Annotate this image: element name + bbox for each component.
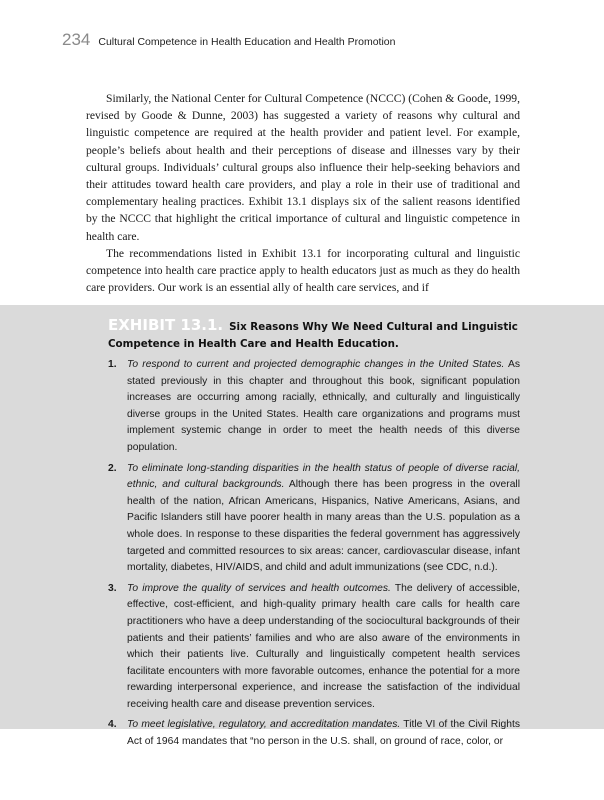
exhibit-label: EXHIBIT 13.1. — [108, 316, 224, 334]
body-paragraph: Similarly, the National Center for Cultural Competence (NCCC) (Cohen & Goode, 1999, revised by Goode & Dunne, 2003) has suggested a variety of reasons why cultural and linguistic competence are required at the health provider and patient level. For example, people’s beliefs about health and their perceptions of disease and illnesses vary by their cultural groups. Individuals’ cultural groups also influence their help-seeking behaviors and their attitudes toward health care providers, and play a role in their use of traditional and complementary healing practices. Exhibit 13.1 displays six of the salient reasons identified by the NCCC that highlight the critical importance of cultural and linguistic competence in health care. — [86, 92, 520, 243]
page-number: 234 — [62, 30, 91, 49]
item-lead: To respond to current and projected demographic changes in the United States. — [127, 359, 505, 370]
list-item — [108, 581, 520, 714]
exhibit-title: Six Reasons Why We Need Cultural and Linguistic Competence in Health Care and Health Education. — [108, 321, 518, 350]
item-number: 3. — [108, 582, 117, 594]
list-item — [108, 717, 520, 750]
item-number: 1. — [108, 359, 117, 370]
body-paragraph: The recommendations listed in Exhibit 13.1 for incorporating cultural and linguistic competence into health care practice apply to health educators just as much as they do health care providers. Our work is an essential ally of health care services, and if — [86, 246, 520, 295]
page-header — [62, 30, 395, 50]
item-lead: To meet legislative, regulatory, and accreditation mandates. — [127, 719, 401, 731]
item-lead: To eliminate long-standing disparities in the health status of people of diverse racial, ethnic, and cultural backgrounds. — [127, 462, 520, 491]
item-lead: To improve the quality of services and health outcomes. — [127, 582, 391, 594]
item-text: As stated previously in this chapter and throughout this book, significant population increases are occurring among racially, ethnically, and culturally and linguistically diverse groups in the United States. Health care organizations and programs must implement systemic change in order to meet the health needs of this diverse population. — [127, 359, 520, 453]
item-number: 2. — [108, 462, 117, 474]
list-item — [108, 461, 520, 577]
item-text: Title VI of the Civil Rights Act of 1964 mandates that “no person in the U.S. shall, on ground of race, color, or — [127, 719, 520, 748]
item-text: The delivery of accessible, effective, cost-efficient, and high-quality primary health care calls for health care practitioners who have a deep understanding of the sociocultural backgrounds of their patients and their patients’ families and who are also aware of the environments in which their patients live. Culturally and linguistically competent health services facilitate encounters with more favorable outcomes, enhance the potential for a more rewarding interpersonal experience, and increase the satisfaction of the individual receiving health care and disease prevention services. — [127, 582, 520, 710]
list-item — [108, 357, 520, 457]
running-head: Cultural Competence in Health Education and Health Promotion — [98, 36, 396, 48]
exhibit-box — [0, 305, 604, 748]
exhibit-list — [108, 357, 520, 755]
exhibit-heading — [108, 317, 528, 353]
item-text: Although there has been progress in the overall health of the nation, African Americans, Hispanics, Native Americans, Asians, and Pacific Islanders still have poorer health in many areas than the U.S. population as a whole does. In response to these disparities the federal government has aggressively targeted and committed resources to six areas: cancer, cardiovascular disease, infant mortality, diabetes, HIV/AIDS, and child and adult immunizations (see CDC, n.d.). — [127, 479, 520, 574]
item-number: 4. — [108, 719, 117, 731]
body-text — [86, 90, 520, 296]
